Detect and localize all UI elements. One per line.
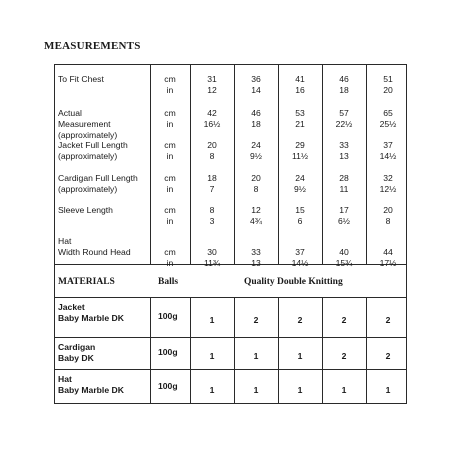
size-value: 3: [209, 216, 215, 226]
measurement-label: (approximately): [58, 184, 118, 194]
size-value: 7: [209, 184, 215, 194]
ball-weight: 100g: [158, 311, 178, 321]
size-value: 16½: [203, 119, 221, 129]
size-value: 53: [295, 108, 305, 118]
ball-count: 1: [341, 384, 347, 395]
size-value: 22½: [335, 119, 353, 129]
size-value: 6½: [338, 216, 350, 226]
size-value: 11: [339, 184, 349, 194]
table-border-left: [54, 64, 55, 404]
size-value: 8: [209, 151, 215, 161]
unit-label: cm: [164, 173, 176, 183]
size-value: 8: [209, 205, 215, 215]
size-value: 41: [295, 74, 305, 84]
size-value: 24: [251, 140, 261, 150]
size-value: 32: [383, 173, 393, 183]
ball-count: 1: [253, 384, 259, 395]
ball-weight: 100g: [158, 347, 178, 357]
unit-label: in: [166, 184, 174, 194]
material-name: Jacket: [58, 302, 85, 312]
materials-column-divider: [150, 297, 151, 404]
measurement-label: (approximately): [58, 151, 118, 161]
size-value: 14: [251, 85, 261, 95]
size-value: 13: [339, 151, 349, 161]
unit-label: in: [166, 85, 174, 95]
size-value: 13: [251, 258, 261, 268]
size-value: 20: [207, 140, 217, 150]
size-value: 36: [251, 74, 261, 84]
ball-count: 1: [297, 384, 303, 395]
materials-row-divider: [54, 369, 407, 370]
unit-label: cm: [164, 108, 176, 118]
unit-label: cm: [164, 74, 176, 84]
size-value: 33: [251, 247, 261, 257]
size-value: 42: [207, 108, 217, 118]
size-value: 65: [383, 108, 393, 118]
unit-label: cm: [164, 247, 176, 257]
size-value: 25½: [379, 119, 397, 129]
size-value: 8: [385, 216, 391, 226]
ball-count: 1: [209, 351, 215, 361]
size-value: 46: [339, 74, 349, 84]
unit-label: in: [166, 119, 174, 129]
size-value: 15¾: [335, 258, 353, 268]
measurement-label: Hat: [58, 236, 72, 246]
size-value: 33: [339, 140, 349, 150]
materials-row-divider: [54, 297, 407, 298]
ball-count: 1: [209, 315, 215, 325]
size-value: 12: [251, 205, 261, 215]
measurement-label: Actual: [58, 108, 82, 118]
unit-label: cm: [164, 205, 176, 215]
material-name: Hat: [58, 374, 72, 384]
size-value: 4¾: [250, 216, 262, 226]
material-name: Baby DK: [58, 353, 94, 363]
size-value: 51: [383, 74, 393, 84]
ball-weight: 100g: [158, 380, 178, 391]
measurement-label: To Fit Chest: [58, 74, 104, 84]
size-value: 17½: [379, 258, 397, 268]
size-value: 9½: [250, 151, 262, 161]
measurement-label: Measurement: [58, 119, 111, 129]
size-value: 14½: [291, 258, 309, 268]
unit-label: cm: [164, 140, 176, 150]
size-value: 57: [339, 108, 349, 118]
materials-row-divider: [54, 337, 407, 338]
measurements-table: [54, 64, 407, 404]
material-name: Baby Marble DK: [58, 385, 124, 395]
ball-count: 2: [341, 351, 347, 361]
ball-count: 1: [297, 351, 303, 361]
size-value: 17: [339, 205, 349, 215]
size-value: 11½: [291, 151, 309, 161]
size-value: 37: [383, 140, 393, 150]
measurement-label: Jacket Full Length: [58, 140, 128, 150]
size-value: 18: [339, 85, 349, 95]
size-value: 44: [383, 247, 393, 257]
size-value: 28: [339, 173, 349, 183]
size-value: 46: [251, 108, 261, 118]
size-value: 9½: [294, 184, 306, 194]
size-value: 12: [207, 85, 217, 95]
size-value: 12½: [379, 184, 397, 194]
size-value: 16: [295, 85, 305, 95]
unit-label: in: [166, 151, 174, 161]
size-value: 31: [207, 74, 217, 84]
ball-count: 2: [297, 315, 303, 325]
measurement-label: Cardigan Full Length: [58, 173, 138, 183]
ball-count: 2: [385, 315, 391, 325]
size-value: 20: [383, 205, 393, 215]
unit-label: in: [166, 258, 174, 268]
materials-title: MATERIALS: [58, 277, 115, 287]
table-border-top: [54, 64, 407, 65]
size-value: 14½: [379, 151, 397, 161]
size-value: 18: [251, 119, 261, 129]
ball-count: 1: [209, 384, 215, 395]
ball-count: 1: [253, 351, 259, 361]
size-value: 30: [207, 247, 217, 257]
size-value: 24: [295, 173, 305, 183]
ball-count: 2: [341, 315, 347, 325]
material-name: Cardigan: [58, 342, 96, 352]
table-border-bottom: [54, 403, 407, 404]
size-value: 20: [251, 173, 261, 183]
measurement-label: Width Round Head: [58, 247, 131, 257]
size-value: 18: [207, 173, 217, 183]
size-value: 37: [295, 247, 305, 257]
balls-header: Balls: [158, 277, 179, 287]
size-value: 40: [339, 247, 349, 257]
size-value: 6: [297, 216, 303, 226]
size-value: 15: [295, 205, 305, 215]
size-value: 21: [295, 119, 305, 129]
measurement-label: Sleeve Length: [58, 205, 113, 215]
material-name: Baby Marble DK: [58, 313, 124, 323]
measurement-label: (approximately): [58, 130, 118, 140]
ball-count: 1: [385, 384, 391, 395]
size-value: 20: [383, 85, 393, 95]
ball-count: 2: [253, 315, 259, 325]
measurements-heading: MEASUREMENTS: [44, 40, 141, 52]
size-value: 11¾: [203, 258, 221, 268]
size-value: 29: [295, 140, 305, 150]
size-value: 8: [253, 184, 259, 194]
ball-count: 2: [385, 351, 391, 361]
quality-header: Quality Double Knitting: [244, 277, 343, 287]
unit-label: in: [166, 216, 174, 226]
